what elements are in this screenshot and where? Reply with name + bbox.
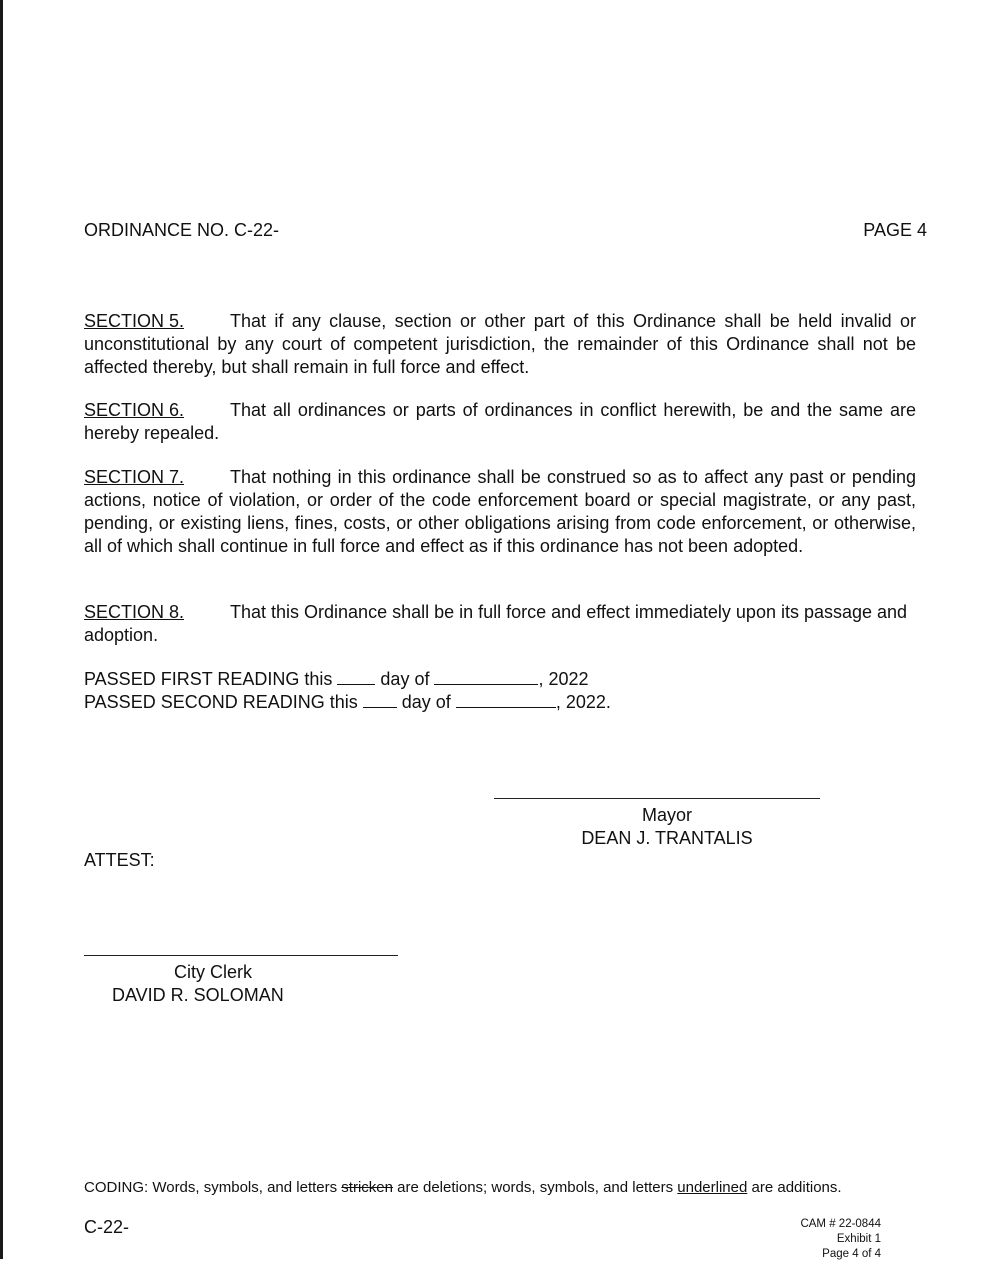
coding-note <box>84 1179 842 1196</box>
footer-code: C-22- <box>84 1217 130 1237</box>
section-5-heading: SECTION 5. <box>84 311 185 331</box>
ordinance-number: ORDINANCE NO. C-22- <box>84 220 280 240</box>
coding-text-2: are deletions; words, symbols, and letters <box>392 1179 678 1196</box>
mayor-title: Mayor <box>641 805 692 825</box>
clerk-signature-line <box>84 955 398 956</box>
clerk-name: DAVID R. SOLOMAN <box>112 985 284 1005</box>
section-8 <box>84 601 916 647</box>
coding-text-1: CODING: Words, symbols, and letters <box>84 1179 342 1196</box>
first-reading-label: PASSED FIRST READING this <box>84 669 333 689</box>
first-reading-year: , 2022 <box>538 669 589 689</box>
mayor-signature-line <box>494 798 820 799</box>
coding-stricken-example: stricken <box>341 1179 393 1196</box>
section-5 <box>84 310 916 379</box>
clerk-title: City Clerk <box>173 962 252 982</box>
page-edge <box>0 0 3 1259</box>
second-reading-year: , 2022. <box>555 692 611 712</box>
first-reading-day-blank <box>337 670 375 685</box>
coding-underlined-example: underlined <box>677 1179 748 1196</box>
section-6-text: That all ordinances or parts of ordinances in conflict herewith, be and the same are hereby repealed. <box>84 400 916 443</box>
second-reading-month-blank <box>456 693 556 708</box>
second-reading-dayof: day of <box>401 692 451 712</box>
second-reading-line <box>84 691 611 714</box>
first-reading-dayof: day of <box>380 669 430 689</box>
attest-label: ATTEST: <box>84 850 155 870</box>
mayor-name: DEAN J. TRANTALIS <box>581 828 753 848</box>
section-8-text: That this Ordinance shall be in full force and effect immediately upon its passage and adoption. <box>84 602 908 645</box>
section-7 <box>84 466 916 558</box>
section-7-text: That nothing in this ordinance shall be construed so as to affect any past or pending actions, notice of violation, or order of the code enforcement board or special magistrate, or any past, pending, or existing liens, fines, costs, or other obligations arising from code enforcement, or otherwise, all of which shall continue in full force and effect as if this ordinance has not been adopted. <box>84 467 916 556</box>
section-7-heading: SECTION 7. <box>84 467 185 487</box>
coding-text-3: are additions. <box>747 1179 842 1196</box>
section-8-heading: SECTION 8. <box>84 602 185 622</box>
first-reading-line <box>84 668 589 691</box>
second-reading-label: PASSED SECOND READING this <box>84 692 358 712</box>
section-6 <box>84 399 916 445</box>
section-6-heading: SECTION 6. <box>84 400 185 420</box>
page-number: PAGE 4 <box>863 220 927 240</box>
second-reading-day-blank <box>363 693 397 708</box>
section-5-text: That if any clause, section or other part of this Ordinance shall be held invalid or unconstitutional by any court of competent jurisdiction, the remainder of this Ordinance shall not be affected thereby, but shall remain in full force and effect. <box>84 311 916 377</box>
footer-cam-number: CAM # 22-0844 <box>800 1218 881 1230</box>
first-reading-month-blank <box>434 670 538 685</box>
footer-exhibit: Exhibit 1 <box>836 1233 881 1245</box>
footer-page-count: Page 4 of 4 <box>822 1248 881 1260</box>
